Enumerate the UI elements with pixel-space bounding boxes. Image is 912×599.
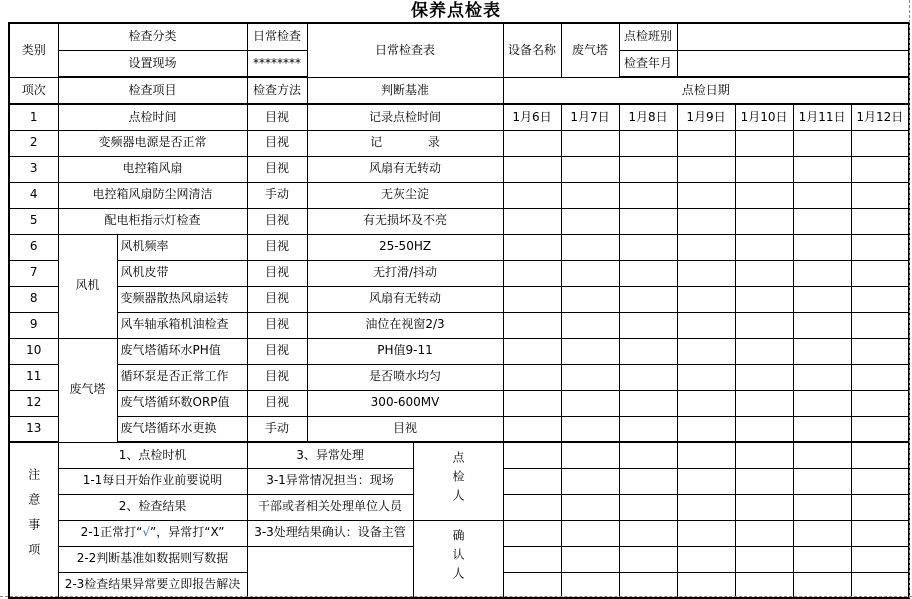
item-method: 目视	[247, 208, 307, 234]
item-name: 废气塔循环水更换	[117, 416, 247, 442]
entry-cell[interactable]	[735, 572, 793, 598]
item-row	[9, 234, 909, 260]
note-right: 干部或者相关处理单位人员	[247, 494, 413, 520]
entry-cell[interactable]	[735, 156, 793, 182]
entry-cell[interactable]	[677, 546, 735, 572]
item-basis: 记录点检时间	[307, 104, 503, 130]
item-row	[9, 156, 909, 182]
item-basis: 300-600MV	[307, 390, 503, 416]
entry-cell[interactable]	[503, 130, 561, 156]
entry-cell[interactable]	[561, 468, 619, 494]
item-no: 1	[9, 104, 58, 130]
item-basis: 记 录	[307, 130, 503, 156]
entry-cell[interactable]	[619, 546, 677, 572]
check-item-label: 检查项目	[58, 77, 247, 104]
item-row	[9, 130, 909, 156]
entry-cell[interactable]	[793, 468, 851, 494]
item-basis: 风扇有无转动	[307, 286, 503, 312]
entry-cell[interactable]	[735, 442, 793, 468]
entry-cell[interactable]	[851, 286, 909, 312]
item-no: 2	[9, 130, 58, 156]
entry-cell[interactable]	[851, 520, 909, 546]
entry-cell[interactable]	[851, 468, 909, 494]
entry-cell[interactable]	[619, 390, 677, 416]
entry-cell[interactable]	[851, 208, 909, 234]
item-row	[9, 104, 909, 130]
entry-cell[interactable]	[503, 312, 561, 338]
item-basis: PH值9-11	[307, 338, 503, 364]
entry-cell[interactable]	[851, 546, 909, 572]
entry-cell[interactable]	[677, 494, 735, 520]
entry-cell[interactable]	[561, 312, 619, 338]
item-row	[9, 182, 909, 208]
check-mark: √	[142, 525, 151, 540]
entry-cell[interactable]	[793, 182, 851, 208]
entry-cell[interactable]	[619, 286, 677, 312]
entry-cell[interactable]	[619, 416, 677, 442]
confirmer-vertical-text: 确认人	[451, 528, 466, 586]
item-method: 目视	[247, 156, 307, 182]
entry-cell[interactable]	[619, 312, 677, 338]
entry-cell[interactable]	[793, 390, 851, 416]
inspector-vertical-text: 点检人	[451, 451, 466, 509]
date-header-cell: 1月10日	[735, 104, 793, 130]
item-basis: 是否喷水均匀	[307, 364, 503, 390]
item-row	[9, 260, 909, 286]
month-label: 检查年月	[619, 50, 677, 77]
entry-cell[interactable]	[677, 468, 735, 494]
entry-cell[interactable]	[735, 546, 793, 572]
date-header-cell: 1月12日	[851, 104, 909, 130]
entry-cell[interactable]	[735, 234, 793, 260]
item-no-label: 项次	[9, 77, 58, 104]
entry-cell[interactable]	[503, 234, 561, 260]
item-row	[9, 286, 909, 312]
inspection-table	[8, 22, 910, 599]
entry-cell[interactable]	[851, 494, 909, 520]
daily-check-table-label: 日常检查表	[307, 23, 503, 77]
entry-cell[interactable]	[793, 156, 851, 182]
note-right: 3-1异常情况担当：现场	[247, 468, 413, 494]
entry-cell[interactable]	[677, 338, 735, 364]
entry-cell[interactable]	[793, 572, 851, 598]
category-label: 类别	[9, 23, 58, 77]
entry-cell[interactable]	[851, 156, 909, 182]
item-basis: 风扇有无转动	[307, 156, 503, 182]
entry-cell[interactable]	[677, 572, 735, 598]
entry-cell[interactable]	[503, 390, 561, 416]
entry-cell[interactable]	[677, 364, 735, 390]
item-method: 目视	[247, 130, 307, 156]
group-label-tower: 废气塔	[58, 338, 117, 442]
entry-cell[interactable]	[735, 312, 793, 338]
date-header-cell: 1月7日	[561, 104, 619, 130]
check-class-label: 检查分类	[58, 23, 247, 50]
item-no: 10	[9, 338, 58, 364]
entry-cell[interactable]	[561, 572, 619, 598]
entry-cell[interactable]	[793, 520, 851, 546]
entry-cell[interactable]	[561, 520, 619, 546]
entry-cell[interactable]	[503, 494, 561, 520]
entry-cell[interactable]	[561, 208, 619, 234]
entry-cell[interactable]	[677, 234, 735, 260]
confirmer-label	[413, 520, 503, 598]
item-basis: 无灰尘淀	[307, 182, 503, 208]
setup-site-label: 设置现场	[58, 50, 247, 77]
item-name: 变频器散热风扇运转	[117, 286, 247, 312]
entry-cell[interactable]	[619, 156, 677, 182]
entry-cell[interactable]	[793, 312, 851, 338]
entry-cell[interactable]	[793, 338, 851, 364]
item-no: 12	[9, 390, 58, 416]
entry-cell[interactable]	[619, 130, 677, 156]
header-row-3	[9, 77, 909, 104]
entry-cell[interactable]	[619, 234, 677, 260]
entry-cell[interactable]	[503, 208, 561, 234]
item-method: 目视	[247, 364, 307, 390]
entry-cell[interactable]	[619, 468, 677, 494]
entry-cell[interactable]	[503, 572, 561, 598]
item-name: 废气塔循环水PH值	[117, 338, 247, 364]
entry-cell[interactable]	[793, 494, 851, 520]
date-header-cell: 1月9日	[677, 104, 735, 130]
entry-cell[interactable]	[793, 208, 851, 234]
item-no: 11	[9, 364, 58, 390]
check-rule-prefix: 2-1正常打“	[80, 525, 143, 540]
item-basis: 油位在视窗2/3	[307, 312, 503, 338]
entry-cell[interactable]	[851, 234, 909, 260]
device-name-label: 设备名称	[503, 23, 561, 77]
note-right: 3-3处理结果确认：设备主管	[247, 520, 413, 546]
entry-cell[interactable]	[503, 182, 561, 208]
entry-cell[interactable]	[503, 286, 561, 312]
entry-cell[interactable]	[561, 546, 619, 572]
entry-cell[interactable]	[503, 546, 561, 572]
item-no: 13	[9, 416, 58, 442]
entry-cell[interactable]	[619, 364, 677, 390]
entry-cell[interactable]	[677, 260, 735, 286]
entry-cell[interactable]	[793, 260, 851, 286]
entry-cell[interactable]	[735, 416, 793, 442]
entry-cell[interactable]	[503, 468, 561, 494]
entry-cell[interactable]	[735, 390, 793, 416]
entry-cell[interactable]	[735, 130, 793, 156]
entry-cell[interactable]	[619, 520, 677, 546]
entry-cell[interactable]	[793, 130, 851, 156]
item-no: 7	[9, 260, 58, 286]
entry-cell[interactable]	[677, 416, 735, 442]
daily-check-label: 日常检查	[247, 23, 307, 50]
item-method: 目视	[247, 286, 307, 312]
note-left: 1、点检时机	[58, 442, 247, 468]
entry-cell[interactable]	[677, 312, 735, 338]
entry-cell[interactable]	[561, 494, 619, 520]
entry-cell[interactable]	[561, 442, 619, 468]
group-label-fan: 风机	[58, 234, 117, 338]
entry-cell[interactable]	[503, 156, 561, 182]
entry-cell[interactable]	[735, 182, 793, 208]
item-method: 目视	[247, 234, 307, 260]
entry-cell[interactable]	[561, 234, 619, 260]
item-row	[9, 312, 909, 338]
entry-cell[interactable]	[561, 364, 619, 390]
entry-cell[interactable]	[503, 520, 561, 546]
month-value-cell[interactable]	[677, 50, 909, 77]
entry-cell[interactable]	[793, 234, 851, 260]
entry-cell[interactable]	[619, 182, 677, 208]
entry-cell[interactable]	[619, 572, 677, 598]
entry-cell[interactable]	[561, 260, 619, 286]
item-name: 电控箱风扇	[58, 156, 247, 182]
notes-section-label	[9, 442, 58, 598]
entry-cell[interactable]	[503, 338, 561, 364]
entry-cell[interactable]	[793, 442, 851, 468]
item-basis: 有无损坏及不亮	[307, 208, 503, 234]
entry-cell[interactable]	[851, 312, 909, 338]
entry-cell[interactable]	[561, 156, 619, 182]
entry-cell[interactable]	[503, 416, 561, 442]
note-left: 2-3检查结果异常要立即报告解决	[58, 572, 247, 598]
inspector-label	[413, 442, 503, 520]
entry-cell[interactable]	[619, 208, 677, 234]
check-method-label: 检查方法	[247, 77, 307, 104]
entry-cell[interactable]	[561, 182, 619, 208]
note-right-empty	[247, 546, 413, 598]
item-name: 风车轴承箱机油检查	[117, 312, 247, 338]
date-header-cell: 1月8日	[619, 104, 677, 130]
entry-cell[interactable]	[851, 338, 909, 364]
entry-cell[interactable]	[851, 182, 909, 208]
notes-row	[9, 442, 909, 468]
entry-cell[interactable]	[677, 390, 735, 416]
item-name: 风机皮带	[117, 260, 247, 286]
note-left: 1-1每日开始作业前要说明	[58, 468, 247, 494]
item-row	[9, 364, 909, 390]
entry-cell[interactable]	[503, 442, 561, 468]
check-rule-suffix: ”，异常打“X”	[150, 525, 225, 540]
entry-cell[interactable]	[561, 286, 619, 312]
item-basis: 25-50HZ	[307, 234, 503, 260]
item-name: 循环泵是否正常工作	[117, 364, 247, 390]
entry-cell[interactable]	[851, 130, 909, 156]
entry-cell[interactable]	[677, 442, 735, 468]
entry-cell[interactable]	[561, 416, 619, 442]
entry-cell[interactable]	[677, 130, 735, 156]
entry-cell[interactable]	[735, 520, 793, 546]
shift-value-cell[interactable]	[677, 23, 909, 50]
entry-cell[interactable]	[851, 364, 909, 390]
note-left: 2-2判断基准如数据则写数据	[58, 546, 247, 572]
item-method: 手动	[247, 416, 307, 442]
item-name: 配电柜指示灯检查	[58, 208, 247, 234]
entry-cell[interactable]	[851, 572, 909, 598]
entry-cell[interactable]	[677, 520, 735, 546]
date-header-cell: 1月11日	[793, 104, 851, 130]
entry-cell[interactable]	[561, 338, 619, 364]
item-method: 目视	[247, 104, 307, 130]
item-name: 点检时间	[58, 104, 247, 130]
entry-cell[interactable]	[851, 260, 909, 286]
page-title: 保养点检表	[411, 1, 501, 21]
entry-cell[interactable]	[735, 208, 793, 234]
entry-cell[interactable]	[677, 286, 735, 312]
item-row	[9, 416, 909, 442]
device-name-value: 废气塔	[561, 23, 619, 77]
item-row	[9, 338, 909, 364]
date-header-cell: 1月6日	[503, 104, 561, 130]
entry-cell[interactable]	[677, 182, 735, 208]
entry-cell[interactable]	[735, 364, 793, 390]
item-name: 变频器电源是否正常	[58, 130, 247, 156]
entry-cell[interactable]	[677, 208, 735, 234]
entry-cell[interactable]	[735, 338, 793, 364]
entry-cell[interactable]	[735, 286, 793, 312]
entry-cell[interactable]	[503, 364, 561, 390]
entry-cell[interactable]	[851, 390, 909, 416]
item-no: 5	[9, 208, 58, 234]
header-row-1	[9, 23, 909, 50]
item-no: 6	[9, 234, 58, 260]
item-no: 8	[9, 286, 58, 312]
check-date-label: 点检日期	[503, 77, 909, 104]
item-row	[9, 208, 909, 234]
entry-cell[interactable]	[851, 416, 909, 442]
shift-label: 点检班别	[619, 23, 677, 50]
entry-cell[interactable]	[503, 260, 561, 286]
entry-cell[interactable]	[851, 442, 909, 468]
entry-cell[interactable]	[619, 338, 677, 364]
item-no: 9	[9, 312, 58, 338]
entry-cell[interactable]	[793, 286, 851, 312]
judge-basis-label: 判断基准	[307, 77, 503, 104]
note-left: 2、检查结果	[58, 494, 247, 520]
entry-cell[interactable]	[793, 416, 851, 442]
item-method: 目视	[247, 390, 307, 416]
note-right: 3、异常处理	[247, 442, 413, 468]
entry-cell[interactable]	[735, 260, 793, 286]
item-method: 手动	[247, 182, 307, 208]
entry-cell[interactable]	[793, 364, 851, 390]
item-row	[9, 390, 909, 416]
page-break-line-horizontal	[0, 596, 912, 597]
entry-cell[interactable]	[735, 468, 793, 494]
entry-cell[interactable]	[619, 442, 677, 468]
notes-section-vertical-text: 注意事项	[26, 468, 41, 569]
item-name: 电控箱风扇防尘网清洁	[58, 182, 247, 208]
item-name: 风机频率	[117, 234, 247, 260]
item-no: 3	[9, 156, 58, 182]
item-method: 目视	[247, 338, 307, 364]
item-basis: 无打滑/抖动	[307, 260, 503, 286]
entry-cell[interactable]	[619, 494, 677, 520]
item-basis: 目视	[307, 416, 503, 442]
item-no: 4	[9, 182, 58, 208]
entry-cell[interactable]	[619, 260, 677, 286]
masked-value: ********	[247, 50, 307, 77]
item-method: 目视	[247, 312, 307, 338]
entry-cell[interactable]	[793, 546, 851, 572]
item-name: 废气塔循环数ORP值	[117, 390, 247, 416]
entry-cell[interactable]	[677, 156, 735, 182]
item-method: 目视	[247, 260, 307, 286]
entry-cell[interactable]	[735, 494, 793, 520]
page-break-line-vertical	[909, 0, 910, 598]
notes-row	[9, 520, 909, 546]
entry-cell[interactable]	[561, 130, 619, 156]
note-left-checkmark-rule	[58, 520, 247, 546]
entry-cell[interactable]	[561, 390, 619, 416]
